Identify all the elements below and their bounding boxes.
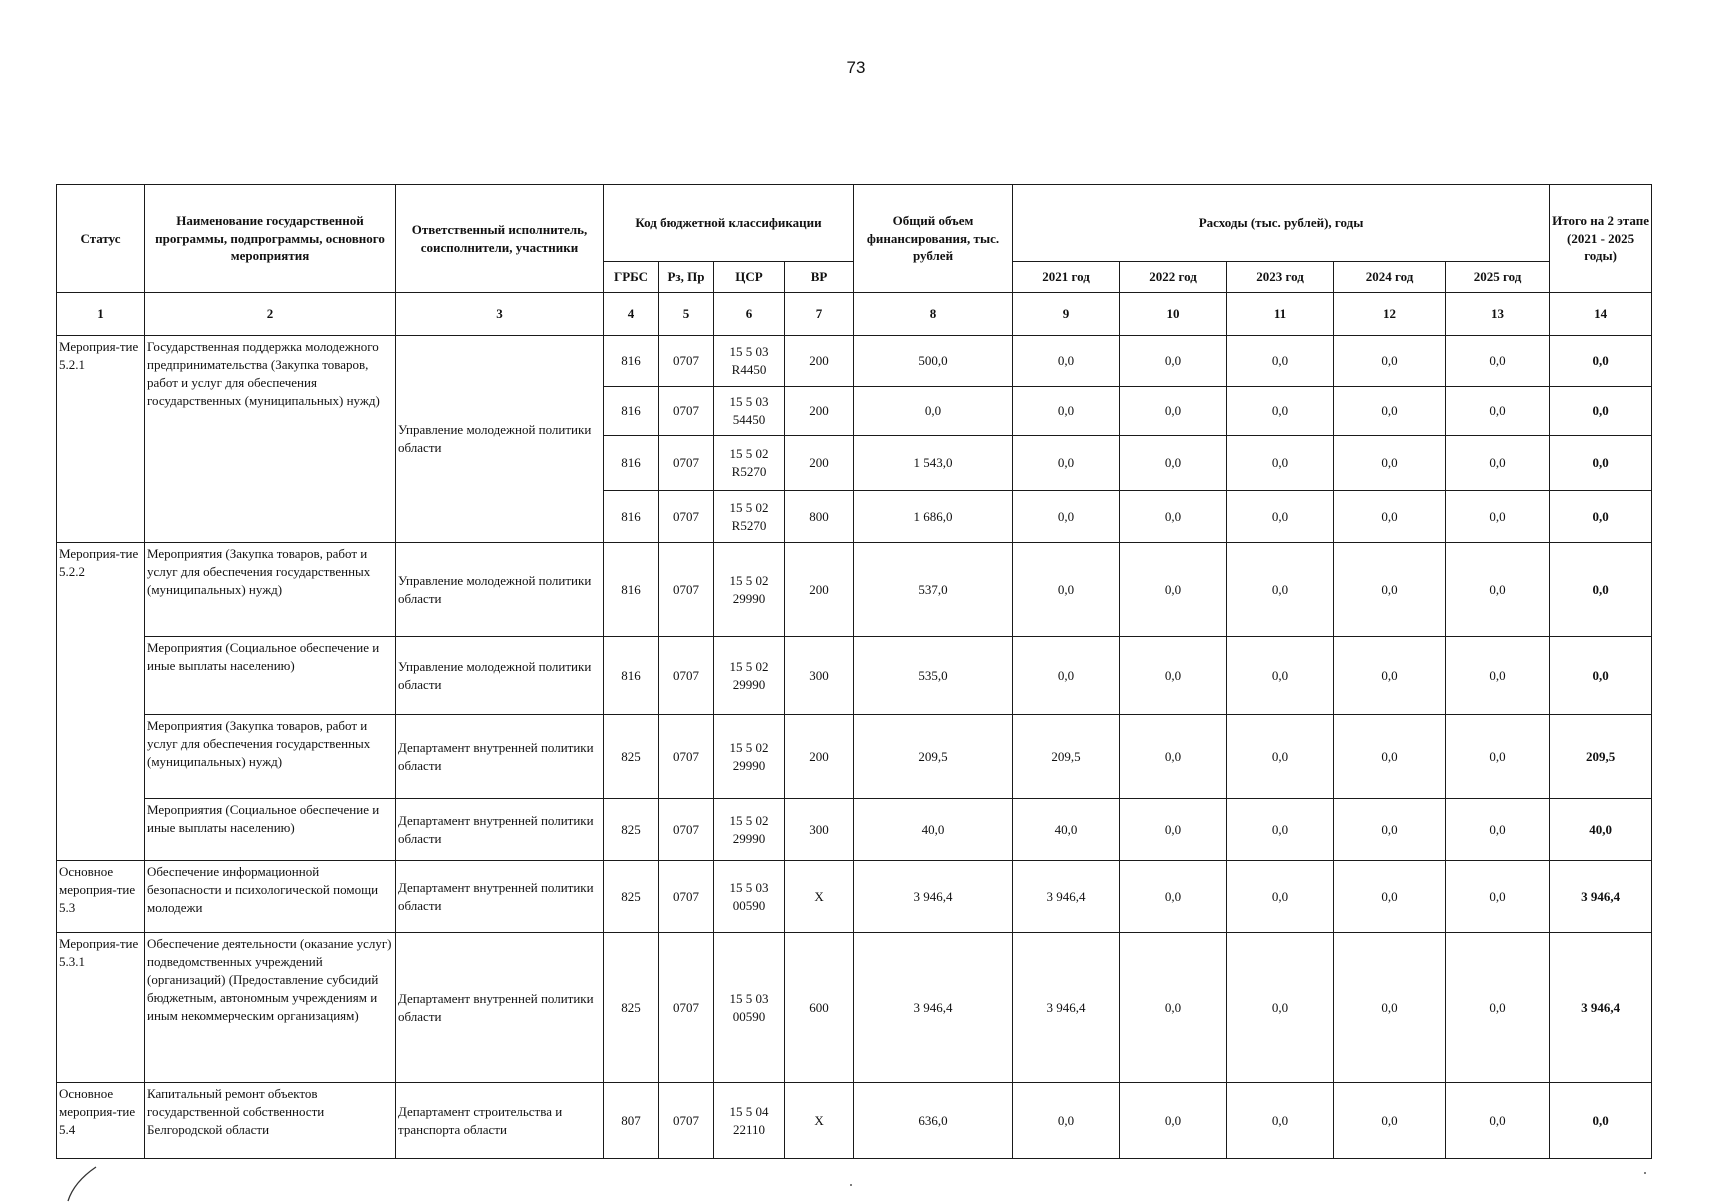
y2024-cell: 0,0 [1334, 933, 1446, 1083]
header-2022: 2022 год [1120, 262, 1227, 293]
y2022-cell: 0,0 [1120, 799, 1227, 861]
y2022-cell: 0,0 [1120, 543, 1227, 637]
header-stage-total: Итого на 2 этапе (2021 - 2025 годы) [1550, 185, 1652, 293]
y2024-cell: 0,0 [1334, 637, 1446, 715]
csr-cell: 15 5 03 00590 [714, 933, 785, 1083]
header-rzpr: Рз, Пр [659, 262, 714, 293]
vr-cell: Х [785, 1083, 854, 1159]
executor-cell: Департамент внутренней политики области [396, 933, 604, 1083]
y2022-cell: 0,0 [1120, 861, 1227, 933]
col-number: 6 [714, 293, 785, 336]
vr-cell: 200 [785, 387, 854, 436]
stage-total-cell: 3 946,4 [1550, 933, 1652, 1083]
stage-total-cell: 0,0 [1550, 436, 1652, 491]
header-2023: 2023 год [1227, 262, 1334, 293]
vr-cell: 200 [785, 543, 854, 637]
header-executor: Ответственный исполнитель, соисполнители, участники [396, 185, 604, 293]
executor-cell: Департамент строительства и транспорта области [396, 1083, 604, 1159]
stage-total-cell: 0,0 [1550, 336, 1652, 387]
col-number: 10 [1120, 293, 1227, 336]
vr-cell: Х [785, 861, 854, 933]
vr-cell: 200 [785, 436, 854, 491]
y2024-cell: 0,0 [1334, 861, 1446, 933]
y2021-cell: 40,0 [1013, 799, 1120, 861]
y2022-cell: 0,0 [1120, 1083, 1227, 1159]
y2024-cell: 0,0 [1334, 1083, 1446, 1159]
y2023-cell: 0,0 [1227, 387, 1334, 436]
scan-speck [1644, 1172, 1646, 1174]
y2024-cell: 0,0 [1334, 336, 1446, 387]
total-cell: 1 543,0 [854, 436, 1013, 491]
header-status: Статус [57, 185, 145, 293]
y2025-cell: 0,0 [1446, 715, 1550, 799]
grbs-cell: 816 [604, 436, 659, 491]
header-2025: 2025 год [1446, 262, 1550, 293]
table-row [57, 1083, 1652, 1159]
y2023-cell: 0,0 [1227, 933, 1334, 1083]
table-row [57, 715, 1652, 799]
header-expenses: Расходы (тыс. рублей), годы [1013, 185, 1550, 262]
col-number: 11 [1227, 293, 1334, 336]
y2023-cell: 0,0 [1227, 336, 1334, 387]
total-cell: 636,0 [854, 1083, 1013, 1159]
csr-cell: 15 5 02 R5270 [714, 436, 785, 491]
csr-cell: 15 5 04 22110 [714, 1083, 785, 1159]
executor-cell: Департамент внутренней политики области [396, 799, 604, 861]
header-2024: 2024 год [1334, 262, 1446, 293]
grbs-cell: 816 [604, 637, 659, 715]
header-total: Общий объем финансирования, тыс. рублей [854, 185, 1013, 293]
stage-total-cell: 0,0 [1550, 387, 1652, 436]
stage-total-cell: 0,0 [1550, 1083, 1652, 1159]
executor-cell: Управление молодежной политики области [396, 543, 604, 637]
rzpr-cell: 0707 [659, 387, 714, 436]
name-cell: Мероприятия (Социальное обеспечение и иные выплаты населению) [145, 637, 396, 715]
rzpr-cell: 0707 [659, 861, 714, 933]
y2021-cell: 0,0 [1013, 637, 1120, 715]
y2023-cell: 0,0 [1227, 436, 1334, 491]
grbs-cell: 816 [604, 543, 659, 637]
table-row [57, 543, 1652, 637]
total-cell: 0,0 [854, 387, 1013, 436]
y2021-cell: 3 946,4 [1013, 933, 1120, 1083]
y2023-cell: 0,0 [1227, 715, 1334, 799]
rzpr-cell: 0707 [659, 933, 714, 1083]
header-2021: 2021 год [1013, 262, 1120, 293]
rzpr-cell: 0707 [659, 436, 714, 491]
total-cell: 500,0 [854, 336, 1013, 387]
total-cell: 3 946,4 [854, 861, 1013, 933]
status-cell: Мероприя-тие 5.3.1 [57, 933, 145, 1083]
grbs-cell: 825 [604, 799, 659, 861]
csr-cell: 15 5 02 R5270 [714, 491, 785, 543]
y2021-cell: 0,0 [1013, 1083, 1120, 1159]
name-cell: Мероприятия (Социальное обеспечение и иные выплаты населению) [145, 799, 396, 861]
col-number: 8 [854, 293, 1013, 336]
rzpr-cell: 0707 [659, 336, 714, 387]
y2025-cell: 0,0 [1446, 543, 1550, 637]
col-number: 1 [57, 293, 145, 336]
header-budget-code: Код бюджетной классификации [604, 185, 854, 262]
y2022-cell: 0,0 [1120, 715, 1227, 799]
y2024-cell: 0,0 [1334, 387, 1446, 436]
grbs-cell: 816 [604, 336, 659, 387]
y2024-cell: 0,0 [1334, 799, 1446, 861]
status-cell: Мероприя-тие 5.2.2 [57, 543, 145, 861]
grbs-cell: 816 [604, 387, 659, 436]
y2023-cell: 0,0 [1227, 637, 1334, 715]
status-cell: Основное мероприя-тие 5.4 [57, 1083, 145, 1159]
table-row [57, 861, 1652, 933]
table-row [57, 336, 1652, 387]
stage-total-cell: 0,0 [1550, 491, 1652, 543]
status-cell: Мероприя-тие 5.2.1 [57, 336, 145, 543]
stage-total-cell: 0,0 [1550, 637, 1652, 715]
header-csr: ЦСР [714, 262, 785, 293]
y2023-cell: 0,0 [1227, 491, 1334, 543]
y2025-cell: 0,0 [1446, 491, 1550, 543]
col-number: 12 [1334, 293, 1446, 336]
col-number: 7 [785, 293, 854, 336]
y2021-cell: 3 946,4 [1013, 861, 1120, 933]
y2025-cell: 0,0 [1446, 861, 1550, 933]
grbs-cell: 816 [604, 491, 659, 543]
y2025-cell: 0,0 [1446, 336, 1550, 387]
header-name: Наименование государственной программы, подпрограммы, основного мероприятия [145, 185, 396, 293]
name-cell: Государственная поддержка молодежного предпринимательства (Закупка товаров, работ и услуг для обеспечения государственных (муниципальных) нужд) [145, 336, 396, 543]
vr-cell: 600 [785, 933, 854, 1083]
total-cell: 535,0 [854, 637, 1013, 715]
grbs-cell: 807 [604, 1083, 659, 1159]
y2021-cell: 209,5 [1013, 715, 1120, 799]
vr-cell: 300 [785, 799, 854, 861]
total-cell: 1 686,0 [854, 491, 1013, 543]
pen-stroke-mark [64, 1164, 104, 1204]
stage-total-cell: 0,0 [1550, 543, 1652, 637]
rzpr-cell: 0707 [659, 1083, 714, 1159]
rzpr-cell: 0707 [659, 543, 714, 637]
y2022-cell: 0,0 [1120, 436, 1227, 491]
table-row [57, 637, 1652, 715]
vr-cell: 200 [785, 715, 854, 799]
col-number: 3 [396, 293, 604, 336]
y2024-cell: 0,0 [1334, 436, 1446, 491]
y2025-cell: 0,0 [1446, 933, 1550, 1083]
y2022-cell: 0,0 [1120, 933, 1227, 1083]
executor-cell: Департамент внутренней политики области [396, 861, 604, 933]
y2023-cell: 0,0 [1227, 1083, 1334, 1159]
stage-total-cell: 209,5 [1550, 715, 1652, 799]
table-row [57, 799, 1652, 861]
stage-total-cell: 40,0 [1550, 799, 1652, 861]
y2022-cell: 0,0 [1120, 491, 1227, 543]
y2023-cell: 0,0 [1227, 799, 1334, 861]
name-cell: Обеспечение информационной безопасности и психологической помощи молодежи [145, 861, 396, 933]
col-number: 4 [604, 293, 659, 336]
y2025-cell: 0,0 [1446, 637, 1550, 715]
vr-cell: 200 [785, 336, 854, 387]
header-vr: ВР [785, 262, 854, 293]
stage-total-cell: 3 946,4 [1550, 861, 1652, 933]
col-number: 5 [659, 293, 714, 336]
y2022-cell: 0,0 [1120, 387, 1227, 436]
total-cell: 3 946,4 [854, 933, 1013, 1083]
col-number: 2 [145, 293, 396, 336]
scan-speck [850, 1184, 852, 1186]
vr-cell: 300 [785, 637, 854, 715]
y2021-cell: 0,0 [1013, 436, 1120, 491]
y2024-cell: 0,0 [1334, 491, 1446, 543]
y2021-cell: 0,0 [1013, 543, 1120, 637]
header-grbs: ГРБС [604, 262, 659, 293]
budget-table [56, 184, 1652, 1159]
grbs-cell: 825 [604, 861, 659, 933]
total-cell: 209,5 [854, 715, 1013, 799]
y2023-cell: 0,0 [1227, 861, 1334, 933]
csr-cell: 15 5 02 29990 [714, 637, 785, 715]
y2021-cell: 0,0 [1013, 336, 1120, 387]
page-number: 73 [846, 58, 866, 77]
name-cell: Мероприятия (Закупка товаров, работ и услуг для обеспечения государственных (муниципальных) нужд) [145, 715, 396, 799]
y2024-cell: 0,0 [1334, 715, 1446, 799]
y2024-cell: 0,0 [1334, 543, 1446, 637]
executor-cell: Управление молодежной политики области [396, 336, 604, 543]
grbs-cell: 825 [604, 715, 659, 799]
y2025-cell: 0,0 [1446, 436, 1550, 491]
executor-cell: Управление молодежной политики области [396, 637, 604, 715]
name-cell: Капитальный ремонт объектов государственной собственности Белгородской области [145, 1083, 396, 1159]
status-cell: Основное мероприя-тие 5.3 [57, 861, 145, 933]
total-cell: 40,0 [854, 799, 1013, 861]
name-cell: Обеспечение деятельности (оказание услуг) подведомственных учреждений (организаций) (Предоставление субсидий бюджетным, автономным учреждениям и иным некоммерческим организациям) [145, 933, 396, 1083]
y2025-cell: 0,0 [1446, 387, 1550, 436]
table-row [57, 933, 1652, 1083]
rzpr-cell: 0707 [659, 637, 714, 715]
name-cell: Мероприятия (Закупка товаров, работ и услуг для обеспечения государственных (муниципальных) нужд) [145, 543, 396, 637]
y2022-cell: 0,0 [1120, 336, 1227, 387]
y2025-cell: 0,0 [1446, 799, 1550, 861]
col-number: 9 [1013, 293, 1120, 336]
rzpr-cell: 0707 [659, 799, 714, 861]
executor-cell: Департамент внутренней политики области [396, 715, 604, 799]
grbs-cell: 825 [604, 933, 659, 1083]
y2023-cell: 0,0 [1227, 543, 1334, 637]
y2022-cell: 0,0 [1120, 637, 1227, 715]
csr-cell: 15 5 02 29990 [714, 799, 785, 861]
csr-cell: 15 5 03 54450 [714, 387, 785, 436]
col-number: 14 [1550, 293, 1652, 336]
rzpr-cell: 0707 [659, 715, 714, 799]
col-number: 13 [1446, 293, 1550, 336]
csr-cell: 15 5 03 00590 [714, 861, 785, 933]
rzpr-cell: 0707 [659, 491, 714, 543]
y2021-cell: 0,0 [1013, 491, 1120, 543]
vr-cell: 800 [785, 491, 854, 543]
csr-cell: 15 5 02 29990 [714, 715, 785, 799]
y2021-cell: 0,0 [1013, 387, 1120, 436]
csr-cell: 15 5 03 R4450 [714, 336, 785, 387]
csr-cell: 15 5 02 29990 [714, 543, 785, 637]
y2025-cell: 0,0 [1446, 1083, 1550, 1159]
total-cell: 537,0 [854, 543, 1013, 637]
